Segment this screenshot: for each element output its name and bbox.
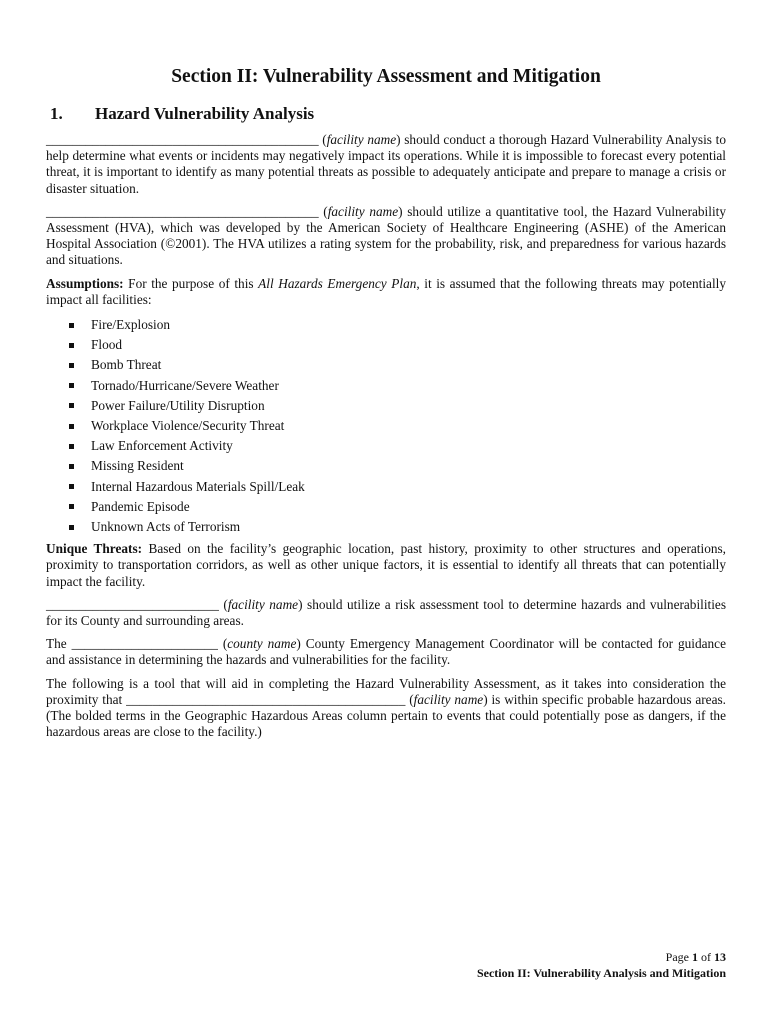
bullet-icon: [69, 343, 74, 348]
facility-name-blank: __________________________________________: [126, 691, 406, 707]
document-page: [46, 66, 726, 748]
facility-name-hint: facility name: [227, 596, 299, 612]
list-item: Pandemic Episode: [69, 497, 726, 517]
list-item: Fire/Explosion: [69, 315, 726, 335]
paragraph-text: , it is assumed that the following threats may potentially impact all facilities:: [46, 275, 726, 307]
list-item: Bomb Threat: [69, 355, 726, 375]
facility-name-hint: facility name: [413, 691, 484, 707]
paragraph-text: For the purpose of this: [128, 275, 254, 291]
paragraph-tool-description: The following is a tool that will aid in completing the Hazard Vulnerability Assessment, as it takes into consideration the proximity that __________________________________________ (facility name) is within specific probable hazardous areas. (The bolded terms in the Geographic Hazardous Areas column pertain to events that could potentially pose as dangers, if the hazardous areas are close to the facility.): [46, 675, 726, 740]
threat-list: [46, 315, 726, 537]
bullet-icon: [69, 383, 74, 388]
section-number: 1.: [50, 104, 63, 123]
paragraph-facility-hva: _________________________________________ (facility name) should conduct a thorough Hazard Vulnerability Analysis to help determine what events or incidents may negatively impact its operations. While it is impossible to forecast every potential threat, it is important to identify as many potential threats as possible to adequately anticipate and prepare to manage a crisis or disaster situation.: [46, 132, 726, 196]
paragraph-text: ) is within specific probable hazardous areas. (The bolded terms in the Geographic Hazardous Areas column pertain to events that could potentially pose as dangers, if the hazardous areas are close to the facility.): [46, 691, 726, 740]
page-title: Section II: Vulnerability Assessment and Mitigation: [171, 66, 601, 87]
plan-name: All Hazards Emergency Plan: [258, 275, 417, 291]
list-item: Flood: [69, 335, 726, 355]
facility-name-hint: facility name: [326, 132, 397, 147]
county-name-hint: county name: [227, 636, 297, 652]
paragraph-text: ) County Emergency Management Coordinator will be contacted for guidance and assistance in determining the hazards and vulnerabilities for the facility.: [46, 636, 726, 668]
facility-name-hint: facility name: [327, 203, 399, 219]
bullet-icon: [69, 424, 74, 429]
facility-name-blank: __________________________: [46, 596, 219, 612]
list-item: Power Failure/Utility Disruption: [69, 396, 726, 416]
bullet-icon: [69, 363, 74, 368]
page-footer: [477, 949, 726, 981]
county-name-blank: ______________________: [71, 636, 218, 652]
bullet-icon: [69, 504, 74, 509]
paragraph-lead: The: [46, 636, 67, 652]
bullet-icon: [69, 525, 74, 530]
bullet-icon: [69, 403, 74, 408]
paragraph-lead: The following is a tool that will aid in completing the Hazard Vulnerability Assessment, as it takes into consideration the proximity that: [46, 675, 726, 707]
unique-threats-label: Unique Threats:: [46, 541, 143, 557]
list-item: Workplace Violence/Security Threat: [69, 416, 726, 436]
list-item: Unknown Acts of Terrorism: [69, 517, 726, 537]
bullet-icon: [69, 484, 74, 489]
list-item: Law Enforcement Activity: [69, 436, 726, 456]
facility-name-blank: _________________________________________: [46, 203, 319, 219]
page-number: Page 1 of 13: [665, 950, 726, 964]
paragraph-text: ) should utilize a risk assessment tool to determine hazards and vulnerabilities for its County and surrounding areas.: [46, 596, 726, 629]
paragraph-text: Based on the facility’s geographic location, past history, proximity to other structures and operations, proximity to transportation corridors, as well as other unique factors, it is essential to identify all threats that can potentially impact the facility.: [46, 541, 726, 589]
facility-name-blank: _________________________________________: [46, 132, 319, 147]
bullet-icon: [69, 444, 74, 449]
bullet-icon: [69, 323, 74, 328]
paragraph-text: ) should conduct a thorough Hazard Vulnerability Analysis to help determine what events or incidents may negatively impact its operations. While it is impossible to forecast every potential threat, it is important to identify as many potential threats as possible to adequately anticipate and prepare to manage a crisis or disaster situation.: [46, 132, 726, 196]
list-item: Missing Resident: [69, 456, 726, 476]
paragraph-risk-tool: __________________________ (facility name) should utilize a risk assessment tool to determine hazards and vulnerabilities for its County and surrounding areas.: [46, 596, 726, 629]
list-item: Internal Hazardous Materials Spill/Leak: [69, 477, 726, 497]
footer-section-title: Section II: Vulnerability Analysis and Mitigation: [476, 966, 726, 980]
section-heading: [46, 104, 726, 124]
assumptions-label: Assumptions:: [46, 275, 124, 291]
paragraph-assumptions: [46, 276, 726, 308]
paragraph-text: ) should utilize a quantitative tool, the Hazard Vulnerability Assessment (HVA), which was developed by the American Society of Healthcare Engineering (ASHE) of the American Hospital Association (©2001). The HVA utilizes a rating system for the probability, risk, and preparedness for various hazards and situations.: [46, 203, 726, 268]
section-heading-text: Hazard Vulnerability Analysis: [95, 104, 315, 123]
paragraph-unique-threats: [46, 541, 726, 590]
paragraph-county-coordinator: The ______________________ (county name) County Emergency Management Coordinator will be contacted for guidance and assistance in determining the hazards and vulnerabilities for the facility.: [46, 636, 726, 668]
bullet-icon: [69, 464, 74, 469]
paragraph-quantitative-tool: _________________________________________ (facility name) should utilize a quantitative tool, the Hazard Vulnerability Assessment (HVA), which was developed by the American Society of Healthcare Engineering (ASHE) of the American Hospital Association (©2001). The HVA utilizes a rating system for the probability, risk, and preparedness for various hazards and situations.: [46, 203, 726, 268]
list-item: Tornado/Hurricane/Severe Weather: [69, 376, 726, 396]
